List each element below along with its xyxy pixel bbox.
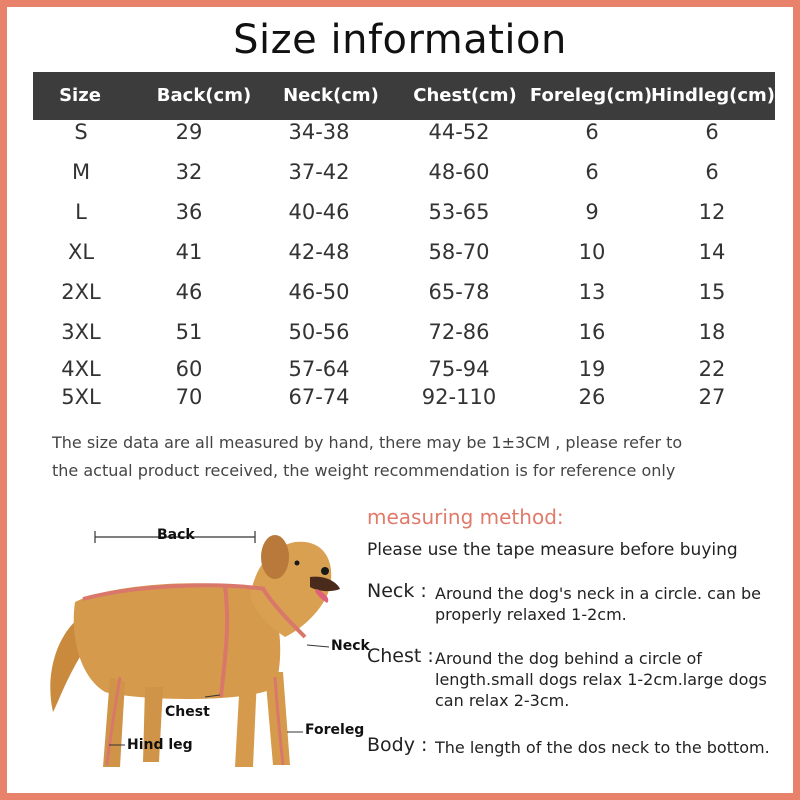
table-row: [7, 160, 793, 190]
method-term-neck: Neck :: [367, 580, 427, 602]
cell-foreleg: 19: [578, 357, 606, 381]
cell-back: 36: [175, 200, 203, 224]
table-row: [7, 200, 793, 230]
header-chest: Chest(cm): [413, 85, 517, 106]
cell-foreleg: 13: [578, 280, 606, 304]
method-desc-neck: Around the dog's neck in a circle. can be properly relaxed 1-2cm.: [435, 584, 761, 624]
table-row: [7, 240, 793, 270]
cell-neck: 40-46: [288, 200, 350, 224]
cell-size: L: [75, 200, 87, 224]
dog-measurement-diagram: [25, 527, 385, 787]
cell-foreleg: 9: [585, 200, 599, 224]
cell-size: XL: [67, 240, 95, 264]
header-foreleg: Foreleg(cm): [529, 85, 653, 106]
note-line: The size data are all measured by hand, there may be 1±3CM , please refer to: [52, 433, 683, 452]
cell-hindleg: 12: [698, 200, 726, 224]
cell-hindleg: 6: [705, 160, 719, 184]
cell-chest: 72-86: [428, 320, 490, 344]
table-row: [7, 385, 793, 415]
cell-neck: 42-48: [288, 240, 350, 264]
cell-back: 41: [175, 240, 203, 264]
measuring-method-title: measuring method:: [367, 505, 564, 529]
header-back: Back(cm): [156, 85, 252, 106]
cell-chest: 92-110: [421, 385, 497, 409]
cell-hindleg: 27: [698, 385, 726, 409]
cell-size: 4XL: [61, 357, 101, 381]
cell-neck: 46-50: [288, 280, 350, 304]
dog-illustration: [25, 527, 385, 787]
method-term-body: Body :: [367, 734, 428, 756]
cell-neck: 37-42: [288, 160, 350, 184]
diagram-label-neck: Neck: [331, 638, 370, 654]
cell-foreleg: 26: [578, 385, 606, 409]
diagram-label-chest: Chest: [165, 704, 210, 720]
size-chart-card: [7, 7, 793, 793]
table-row: [7, 280, 793, 310]
header-hindleg: Hindleg(cm): [650, 85, 776, 106]
page-title: Size information: [233, 17, 567, 63]
cell-size: S: [74, 120, 88, 144]
cell-size: 5XL: [61, 385, 101, 409]
cell-neck: 34-38: [288, 120, 350, 144]
table-row: [7, 120, 793, 150]
measuring-method-intro: Please use the tape measure before buying: [367, 540, 738, 560]
table-header: [33, 72, 775, 120]
note-line: the actual product received, the weight recommendation is for reference only: [52, 461, 676, 480]
table-row: [7, 320, 793, 350]
cell-size: 2XL: [61, 280, 101, 304]
cell-neck: 67-74: [288, 385, 350, 409]
method-desc-body: The length of the dos neck to the bottom.: [435, 738, 770, 757]
measurement-note: [52, 429, 762, 485]
cell-back: 29: [175, 120, 203, 144]
cell-hindleg: 14: [698, 240, 726, 264]
cell-chest: 53-65: [428, 200, 490, 224]
cell-foreleg: 16: [578, 320, 606, 344]
diagram-label-hindleg: Hind leg: [127, 737, 193, 753]
cell-chest: 75-94: [428, 357, 490, 381]
cell-back: 60: [175, 357, 203, 381]
diagram-label-foreleg: Foreleg: [305, 722, 365, 738]
cell-back: 46: [175, 280, 203, 304]
cell-chest: 48-60: [428, 160, 490, 184]
cell-chest: 65-78: [428, 280, 490, 304]
cell-foreleg: 6: [585, 160, 599, 184]
table-row: [7, 357, 793, 387]
cell-hindleg: 6: [705, 120, 719, 144]
cell-hindleg: 22: [698, 357, 726, 381]
cell-back: 32: [175, 160, 203, 184]
cell-chest: 58-70: [428, 240, 490, 264]
method-term-chest: Chest :: [367, 645, 434, 667]
cell-chest: 44-52: [428, 120, 490, 144]
cell-back: 70: [175, 385, 203, 409]
cell-back: 51: [175, 320, 203, 344]
cell-hindleg: 15: [698, 280, 726, 304]
header-neck: Neck(cm): [283, 85, 379, 106]
header-size: Size: [59, 85, 101, 106]
diagram-label-back: Back: [157, 527, 195, 543]
cell-size: M: [71, 160, 91, 184]
cell-neck: 57-64: [288, 357, 350, 381]
cell-size: 3XL: [61, 320, 101, 344]
cell-hindleg: 18: [698, 320, 726, 344]
cell-neck: 50-56: [288, 320, 350, 344]
cell-foreleg: 10: [578, 240, 606, 264]
method-desc-chest: Around the dog behind a circle of length.small dogs relax 1-2cm.large dogs can relax 2-3cm.: [435, 649, 767, 710]
cell-foreleg: 6: [585, 120, 599, 144]
